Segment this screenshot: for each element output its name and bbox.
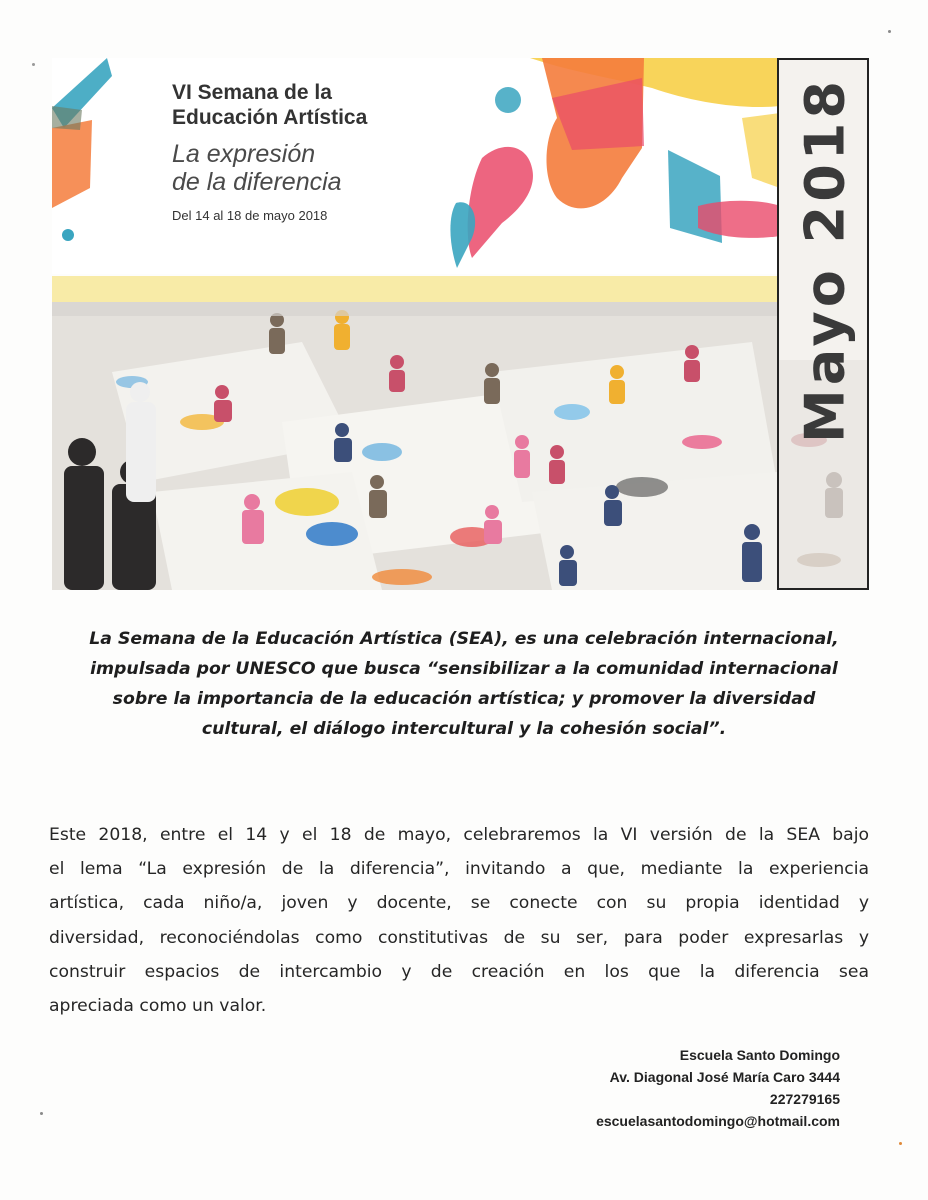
scan-speck [40, 1112, 43, 1115]
quote-line: La Semana de la Educación Artística (SEA), es una celebración internacional, [89, 629, 839, 649]
body-line: Este 2018, entre el 14 y el 18 de mayo, celebraremos la VI versión de la SEA bajo [49, 825, 869, 845]
abstract-shapes-decoration [52, 58, 780, 274]
event-slogan-line1: La expresión [172, 140, 316, 168]
unesco-quote-paragraph [26, 624, 902, 744]
scan-speck [888, 30, 891, 33]
month-year-label: Mayo 2018 [793, 77, 857, 443]
quote-line: impulsada por UNESCO que busca “sensibilizar a la comunidad internacional [90, 659, 838, 679]
quote-line: sobre la importancia de la educación artística; y promover la diversidad [112, 689, 816, 709]
school-address: Av. Diagonal José María Caro 3444 [609, 1069, 840, 1085]
body-line: construir espacios de intercambio y de creación en los que la diferencia sea [49, 961, 869, 982]
children-painting-photo [52, 302, 777, 590]
event-dates: Del 14 al 18 de mayo 2018 [172, 208, 328, 223]
body-line: apreciada como un valor. [49, 996, 267, 1017]
description-paragraph [49, 818, 869, 1023]
event-title [172, 80, 367, 130]
body-line: artística, cada niño/a, joven y docente, se conecte con su propia identidad y [49, 893, 869, 914]
event-title-line2: Educación Artística [172, 106, 368, 129]
body-line: el lema “La expresión de la diferencia”, invitando a que, mediante la experiencia [49, 859, 869, 880]
event-slogan [172, 140, 342, 196]
event-title-line1: VI Semana de la [172, 81, 332, 104]
scan-speck [899, 1142, 902, 1145]
yellow-divider-strip [52, 276, 780, 302]
body-line: diversidad, reconociéndolas como constitutivas de su ser, para poder expresarlas y [49, 927, 869, 948]
month-year-label-box [777, 58, 869, 590]
photo-illustration [52, 302, 777, 590]
school-contact-block [596, 1044, 840, 1132]
event-slogan-line2: de la diferencia [172, 168, 342, 196]
school-name: Escuela Santo Domingo [679, 1047, 840, 1063]
school-phone: 227279165 [769, 1091, 840, 1107]
event-banner [52, 58, 780, 274]
school-email: escuelasantodomingo@hotmail.com [596, 1113, 840, 1129]
quote-line: cultural, el diálogo intercultural y la cohesión social”. [201, 719, 727, 739]
scan-speck [32, 63, 35, 66]
